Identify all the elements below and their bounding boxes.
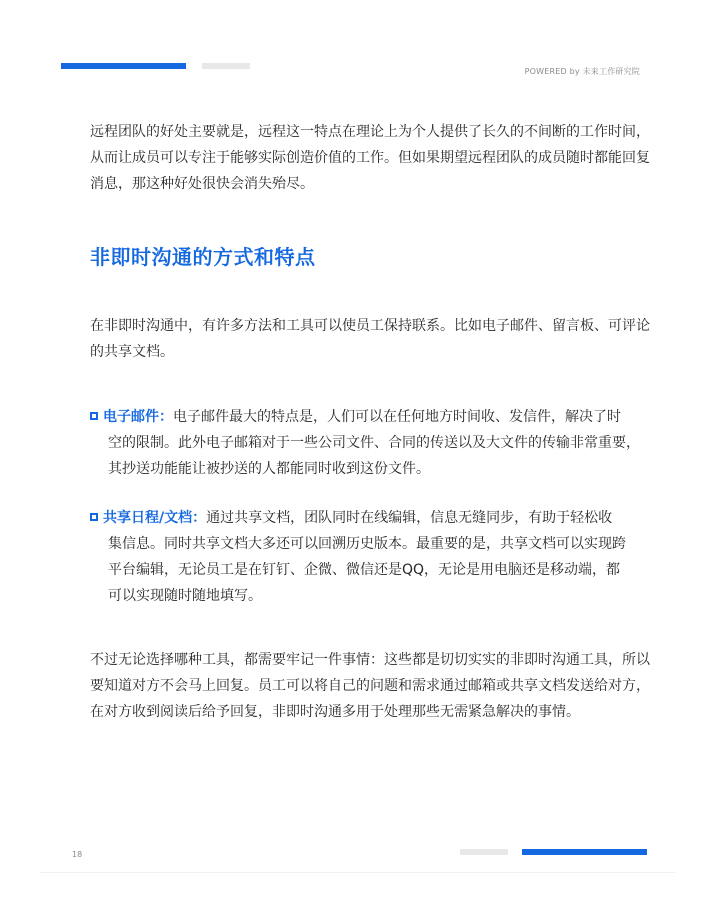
bullet-item-shared-docs — [90, 505, 650, 609]
square-bullet-icon — [90, 412, 98, 420]
section-intro-paragraph: 在非即时沟通中，有许多方法和工具可以使员工保持联系。比如电子邮件、留言板、可评论的共享文档。 — [90, 318, 650, 360]
bullet-item-email — [90, 404, 650, 482]
closing-paragraph: 不过无论选择哪种工具，都需要牢记一件事情：这些都是切切实实的非即时沟通工具，所以要知道对方不会马上回复。员工可以将自己的问题和需求通过邮箱或共享文档发送给对方，在对方收到阅读后给予回复，非即时沟通多用于处理那些无需紧急解决的事情。 — [90, 652, 650, 720]
header-accent-bar — [61, 63, 186, 69]
page-number: 18 — [72, 850, 83, 859]
bullet-first-line — [90, 404, 650, 430]
bullet-text-line: 电子邮件最大的特点是，人们可以在任何地方时间收、发信件，解决了时 — [173, 409, 621, 425]
square-bullet-icon — [90, 513, 98, 521]
intro-paragraph: 远程团队的好处主要就是，远程这一特点在理论上为个人提供了长久的不间断的工作时间，从而让成员可以专注于能够实际创造价值的工作。但如果期望远程团队的成员随时都能回复消息，那这种好处很快会消失殆尽。 — [90, 124, 650, 192]
bullet-title: 共享日程/文档： — [103, 510, 207, 526]
bullet-text-line: 平台编辑，无论员工是在钉钉、企微、微信还是QQ，无论是用电脑还是移动端，都 — [108, 562, 621, 578]
footer-accent-bar — [522, 849, 647, 855]
bullet-first-line — [90, 505, 650, 531]
footer-grey-bar — [460, 849, 508, 855]
bullet-text-line: 空的限制。此外电子邮箱对于一些公司文件、合同的传送以及大文件的传输非常重要， — [108, 435, 640, 451]
footer-divider — [40, 872, 675, 873]
section-heading: 非即时沟通的方式和特点 — [90, 245, 316, 269]
bullet-text-line: 其抄送功能能让被抄送的人都能同时收到这份文件。 — [108, 461, 430, 477]
bullet-title: 电子邮件： — [103, 409, 173, 425]
powered-by-label: POWERED by 未来工作研究院 — [524, 67, 640, 76]
bullet-text-line: 通过共享文档，团队同时在线编辑，信息无缝同步，有助于轻松收 — [206, 510, 613, 526]
bullet-text-line: 可以实现随时随地填写。 — [108, 588, 262, 604]
bullet-text-line: 集信息。同时共享文档大多还可以回溯历史版本。最重要的是，共享文档可以实现跨 — [108, 536, 626, 552]
header-grey-bar — [202, 63, 250, 69]
